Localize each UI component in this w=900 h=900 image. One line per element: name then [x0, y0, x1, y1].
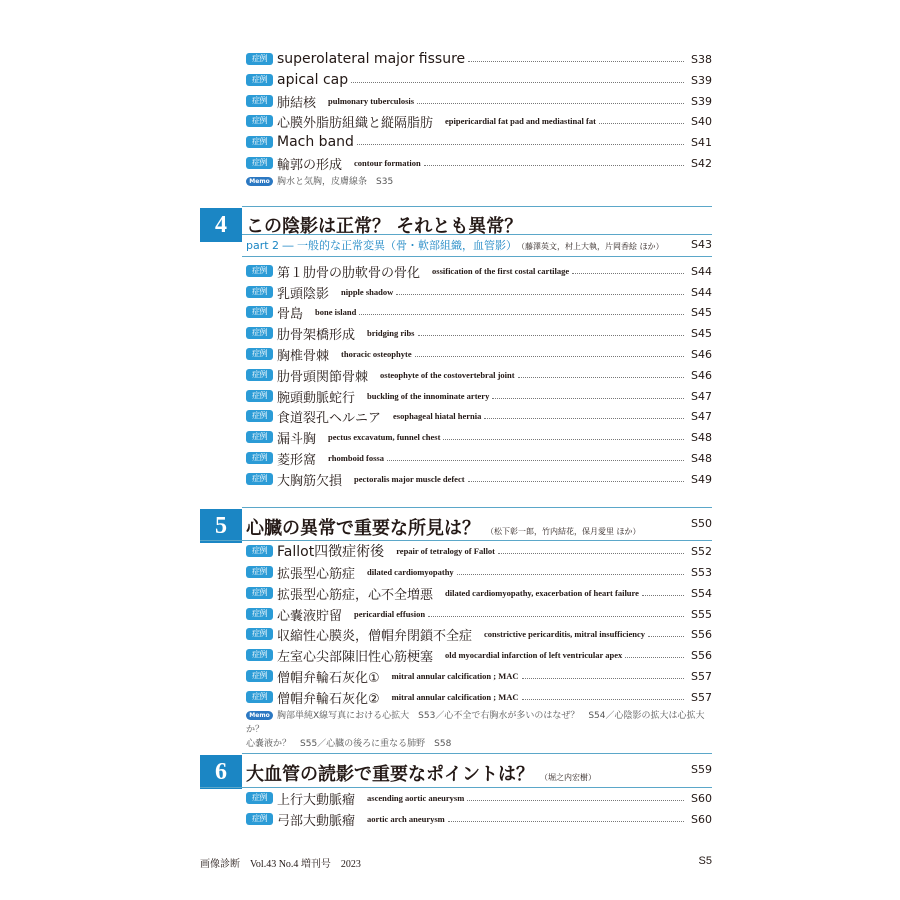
entry-title: 肺結核: [277, 95, 317, 111]
leader-dots: [468, 481, 684, 482]
memo-text: 心嚢液か？ S55／心臓の後ろに重なる肺野 S58: [246, 739, 452, 749]
entry-english: epipericardial fat pad and mediastinal fat: [445, 116, 596, 126]
entry-page: S38: [691, 52, 712, 66]
memo-badge: Memo: [246, 177, 273, 186]
entry-page: S47: [691, 409, 712, 423]
toc-entry[interactable]: [246, 303, 712, 321]
title-text: 心臓の異常で重要な所見は？: [246, 518, 480, 539]
toc-entry[interactable]: [246, 810, 712, 828]
entry-title: 肋骨頭関節骨棘: [277, 369, 369, 385]
entry-english: repair of tetralogy of Fallot: [396, 546, 496, 556]
entry-title: 心嚢液貯留: [277, 608, 343, 624]
leader-dots: [599, 123, 684, 124]
leader-dots: [351, 82, 684, 83]
title-text: 大血管の読影で重要なポイントは？: [246, 764, 534, 785]
entry-english: dilated cardiomyopathy: [367, 567, 454, 577]
case-badge: 症例: [246, 587, 273, 599]
entry-title: Fallot四徴症術後: [277, 544, 385, 560]
entry-title: 収縮性心膜炎，僧帽弁閉鎖不全症: [277, 628, 473, 644]
entry-english: thoracic osteophyte: [341, 349, 412, 359]
entry-title: 輪郭の形成: [277, 157, 343, 173]
section-number: 4: [200, 208, 242, 242]
case-badge: 症例: [246, 265, 273, 277]
case-badge: 症例: [246, 431, 273, 443]
toc-entry[interactable]: [246, 345, 712, 363]
rule: [242, 256, 712, 257]
entry-english: pulmonary tuberculosis: [328, 96, 415, 106]
section-page: S43: [691, 238, 712, 251]
entry-page: S41: [691, 135, 712, 149]
case-badge: 症例: [246, 670, 273, 682]
entry-page: S60: [691, 791, 712, 805]
entry-title: 骨島: [277, 306, 304, 322]
entry-english: old myocardial infarction of left ventricular apex: [445, 650, 623, 660]
entry-page: S45: [691, 326, 712, 340]
toc-entry[interactable]: [246, 366, 712, 384]
toc-entry[interactable]: [246, 50, 712, 68]
case-badge: 症例: [246, 53, 273, 65]
leader-dots: [457, 574, 684, 575]
case-badge: 症例: [246, 473, 273, 485]
toc-entry[interactable]: [246, 154, 712, 172]
leader-dots: [418, 335, 685, 336]
entry-title: 食道裂孔ヘルニア: [277, 410, 382, 426]
leader-dots: [424, 165, 684, 166]
subtitle-text: part 2 ― 一般的な正常変異（骨・軟部組織，血管影）: [246, 239, 518, 252]
entry-page: S39: [691, 73, 712, 87]
case-badge: 症例: [246, 792, 273, 804]
section-title[interactable]: [246, 760, 596, 786]
leader-dots: [484, 418, 684, 419]
entry-title: 乳頭陰影: [277, 286, 330, 302]
entry-english: contour formation: [354, 158, 421, 168]
case-badge: 症例: [246, 545, 273, 557]
leader-dots: [522, 678, 684, 679]
case-badge: 症例: [246, 452, 273, 464]
entry-title: 左室心尖部陳旧性心筋梗塞: [277, 649, 434, 665]
rule: [242, 206, 712, 207]
entry-page: S56: [691, 648, 712, 662]
memo-line: [246, 175, 716, 189]
entry-english: ossification of the first costal cartilage: [432, 266, 570, 276]
case-badge: 症例: [246, 566, 273, 578]
entry-page: S46: [691, 347, 712, 361]
case-badge: 症例: [246, 95, 273, 107]
entry-page: S46: [691, 368, 712, 382]
toc-entry[interactable]: [246, 625, 712, 643]
case-badge: 症例: [246, 410, 273, 422]
rule: [242, 753, 712, 754]
memo-text: 胸部単純X線写真における心拡大 S53／心不全で右胸水が多いのはなぜ？ S54／心陰影の拡大は心拡大か？: [246, 711, 705, 735]
leader-dots: [387, 460, 684, 461]
rule: [242, 507, 712, 508]
section-number: 6: [200, 755, 242, 789]
entry-english: pericardial effusion: [354, 609, 426, 619]
leader-dots: [467, 800, 684, 801]
section-header-6: [200, 753, 712, 789]
entry-page: S45: [691, 305, 712, 319]
section-subtitle[interactable]: [246, 237, 664, 253]
entry-page: S54: [691, 586, 712, 600]
entry-title: 菱形窩: [277, 452, 317, 468]
entry-page: S44: [691, 285, 712, 299]
section-title[interactable]: [246, 514, 641, 540]
toc-entry[interactable]: [246, 71, 712, 89]
entry-title: 第１肋骨の肋軟骨の骨化: [277, 265, 421, 281]
page-number: S5: [698, 855, 712, 867]
toc-entry[interactable]: [246, 667, 712, 685]
entry-title: apical cap: [277, 72, 349, 88]
entry-page: S48: [691, 430, 712, 444]
entry-english: mitral annular calcification ; MAC: [391, 671, 519, 681]
entry-english: buckling of the innominate artery: [367, 391, 490, 401]
section-title: この陰影は正常？ それとも異常？: [246, 216, 523, 237]
toc-entry[interactable]: [246, 112, 712, 130]
entry-title: 僧帽弁輪石灰化②: [277, 691, 380, 707]
entry-english: aortic arch aneurysm: [367, 814, 445, 824]
entry-page: S57: [691, 669, 712, 683]
entry-english: constrictive pericarditis, mitral insufficiency: [484, 629, 646, 639]
entry-title: superolateral major fissure: [277, 51, 466, 67]
leader-dots: [415, 356, 684, 357]
entry-english: dilated cardiomyopathy, exacerbation of heart failure: [445, 588, 639, 598]
entry-english: rhomboid fossa: [328, 453, 384, 463]
leader-dots: [642, 595, 684, 596]
case-badge: 症例: [246, 348, 273, 360]
leader-dots: [492, 398, 684, 399]
entry-page: S40: [691, 114, 712, 128]
entry-page: S56: [691, 627, 712, 641]
entry-english: mitral annular calcification ; MAC: [391, 692, 519, 702]
entry-page: S57: [691, 690, 712, 704]
toc-entry[interactable]: [246, 449, 712, 467]
toc-entry[interactable]: [246, 646, 712, 664]
entry-title: 胸椎骨棘: [277, 348, 330, 364]
memo-text: 胸水と気胸，皮膚線条 S35: [277, 177, 394, 187]
leader-dots: [396, 294, 684, 295]
leader-dots: [522, 699, 684, 700]
memo-badge: Memo: [246, 711, 273, 720]
entry-title: 拡張型心筋症，心不全増悪: [277, 587, 434, 603]
entry-page: S47: [691, 389, 712, 403]
section-number: 5: [200, 509, 242, 543]
entry-english: esophageal hiatal hernia: [393, 411, 482, 421]
section-header-4: [200, 206, 712, 258]
entry-title: 腕頭動脈蛇行: [277, 390, 356, 406]
case-badge: 症例: [246, 286, 273, 298]
case-badge: 症例: [246, 390, 273, 402]
toc-entry[interactable]: [246, 387, 712, 405]
entry-title: 拡張型心筋症: [277, 566, 356, 582]
toc-entry[interactable]: [246, 688, 712, 706]
entry-title: 心膜外脂肪組織と縦隔脂肪: [277, 115, 434, 131]
entry-english: bridging ribs: [367, 328, 415, 338]
toc-entry[interactable]: [246, 542, 712, 560]
section-header-5: [200, 507, 712, 541]
rule: [242, 234, 712, 235]
case-badge: 症例: [246, 628, 273, 640]
leader-dots: [648, 636, 684, 637]
toc-entry[interactable]: [246, 470, 712, 488]
case-badge: 症例: [246, 136, 273, 148]
leader-dots: [498, 553, 684, 554]
leader-dots: [572, 273, 684, 274]
leader-dots: [468, 61, 684, 62]
leader-dots: [443, 439, 684, 440]
case-badge: 症例: [246, 115, 273, 127]
journal-info: 画像診断 Vol.43 No.4 増刊号 2023: [200, 859, 361, 870]
case-badge: 症例: [246, 327, 273, 339]
entry-page: S60: [691, 812, 712, 826]
entry-title: 大胸筋欠損: [277, 473, 343, 489]
leader-dots: [359, 314, 684, 315]
case-badge: 症例: [246, 691, 273, 703]
entry-title: Mach band: [277, 134, 354, 150]
toc-entry[interactable]: [246, 563, 712, 581]
toc-entry[interactable]: [246, 605, 712, 623]
toc-entry[interactable]: [246, 262, 712, 280]
case-badge: 症例: [246, 608, 273, 620]
entry-page: S49: [691, 472, 712, 486]
entry-english: pectus excavatum, funnel chest: [328, 432, 441, 442]
leader-dots: [428, 616, 684, 617]
section-authors: （松下彰一郎，竹内結花，保月愛里 ほか）: [486, 527, 641, 536]
toc-entry[interactable]: [246, 584, 712, 602]
entry-title: 僧帽弁輪石灰化①: [277, 670, 380, 686]
entry-page: S42: [691, 156, 712, 170]
case-badge: 症例: [246, 369, 273, 381]
entry-english: nipple shadow: [341, 287, 394, 297]
case-badge: 症例: [246, 813, 273, 825]
entry-title: 肋骨架橋形成: [277, 327, 356, 343]
entry-english: osteophyte of the costovertebral joint: [380, 370, 515, 380]
leader-dots: [625, 657, 684, 658]
case-badge: 症例: [246, 157, 273, 169]
toc-entry[interactable]: [246, 324, 712, 342]
entry-english: pectoralis major muscle defect: [354, 474, 465, 484]
entry-title: 弓部大動脈瘤: [277, 813, 356, 829]
toc-entry[interactable]: [246, 133, 712, 151]
memo-block: [246, 709, 716, 751]
section-page: S59: [691, 763, 712, 776]
entry-title: 漏斗胸: [277, 431, 317, 447]
leader-dots: [448, 821, 684, 822]
section-authors: （堀之内宏樹）: [540, 773, 596, 782]
entry-english: bone island: [315, 307, 357, 317]
case-badge: 症例: [246, 649, 273, 661]
entry-english: ascending aortic aneurysm: [367, 793, 465, 803]
leader-dots: [357, 144, 684, 145]
entry-page: S55: [691, 607, 712, 621]
entry-page: S53: [691, 565, 712, 579]
leader-dots: [518, 377, 684, 378]
case-badge: 症例: [246, 74, 273, 86]
section-page: S50: [691, 517, 712, 530]
leader-dots: [417, 103, 684, 104]
case-badge: 症例: [246, 306, 273, 318]
entry-page: S52: [691, 544, 712, 558]
entry-page: S48: [691, 451, 712, 465]
entry-page: S44: [691, 264, 712, 278]
toc-entry[interactable]: [246, 283, 712, 301]
section-authors: （藤澤英文，村上大執，片岡香絵 ほか）: [521, 242, 664, 251]
toc-entry[interactable]: [246, 789, 712, 807]
entry-title: 上行大動脈瘤: [277, 792, 356, 808]
toc-entry[interactable]: [246, 428, 712, 446]
entry-page: S39: [691, 94, 712, 108]
toc-entry[interactable]: [246, 92, 712, 110]
page-footer: [200, 855, 712, 870]
toc-entry[interactable]: [246, 407, 712, 425]
